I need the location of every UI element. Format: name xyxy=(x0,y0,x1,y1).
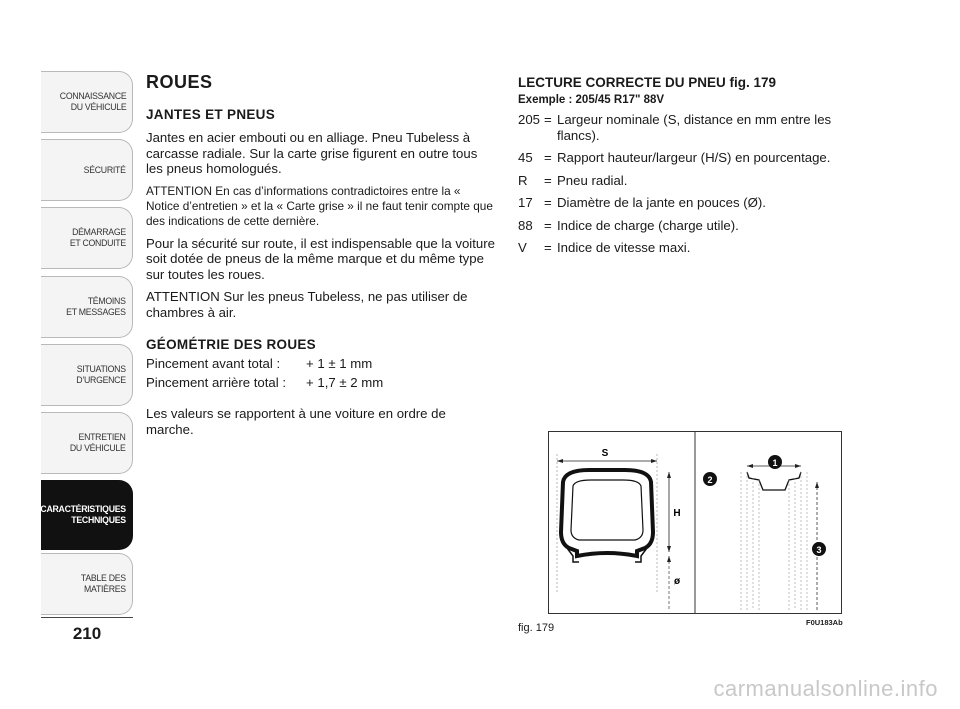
tire-code: 88 xyxy=(518,217,533,233)
tire-code-description: Largeur nominale (S, distance en mm entre les flancs). xyxy=(557,112,832,143)
equals-sign: = xyxy=(544,195,552,210)
tab-label: DÉMARRAGE ET CONDUITE xyxy=(69,227,126,249)
equals-sign: = xyxy=(544,172,552,188)
tire-code-row xyxy=(518,195,858,211)
tire-diagram-svg xyxy=(549,432,841,613)
paragraph-jantes: Jantes en acier embouti ou en alliage. Pneu Tubeless à carcasse radiale. Sur la carte grise figurent en outre tous les pneus homologués. xyxy=(146,130,478,176)
tire-code-row xyxy=(518,112,858,143)
tab-securite[interactable] xyxy=(41,139,133,201)
page-title: ROUES xyxy=(146,72,213,92)
geometry-row xyxy=(146,373,496,392)
tab-temoins-et-messages[interactable] xyxy=(41,276,133,338)
figure-reference: F0U183Ab xyxy=(806,618,843,627)
tab-table-des-matieres[interactable] xyxy=(41,553,133,615)
paragraph-attention-carte-grise: ATTENTION En cas d’informations contradictoires entre la « Notice d’entretien » et la « Carte grise » il ne faut tenir compte que des indications de cette dernière. xyxy=(146,183,493,228)
equals-sign: = xyxy=(544,217,552,233)
geometry-row xyxy=(146,354,496,373)
label-h: H xyxy=(673,508,681,519)
paragraph-securite-route: Pour la sécurité sur route, il est indispensable que la voiture soit dotée de pneus de la même marque et du même type sur toutes les roues. xyxy=(146,235,495,282)
geometry-label: Pincement arrière total : xyxy=(146,375,286,390)
tab-situations-d-urgence[interactable] xyxy=(41,344,133,406)
paragraph-ordre-de-marche: Les valeurs se rapportent à une voiture en ordre de marche. xyxy=(146,406,446,437)
tab-label: TABLE DES MATIÈRES xyxy=(81,573,126,595)
page-number: 210 xyxy=(72,624,102,643)
tire-code-description: Pneu radial. xyxy=(557,172,628,188)
tire-code-row xyxy=(518,150,858,166)
tab-caracteristiques-techniques[interactable] xyxy=(41,480,133,550)
rim-profile xyxy=(741,464,822,610)
tire-code: R xyxy=(518,172,528,188)
tab-label: CARACTÉRISTIQUES TECHNIQUES xyxy=(40,504,126,526)
left-column xyxy=(146,72,496,444)
tab-label: SÉCURITÉ xyxy=(84,164,126,176)
equals-sign: = xyxy=(544,112,552,127)
tire-diagram xyxy=(548,431,842,614)
label-diameter: ø xyxy=(673,576,681,587)
tire-code-description: Diamètre de la jante en pouces (Ø). xyxy=(557,195,766,210)
tire-code-description: Indice de charge (charge utile). xyxy=(557,217,739,233)
tab-demarrage-et-conduite[interactable] xyxy=(41,207,133,269)
tire-code: 45 xyxy=(518,150,533,165)
svg-text:3: 3 xyxy=(816,545,822,555)
paragraph-attention-tubeless: ATTENTION Sur les pneus Tubeless, ne pas utiliser de chambres à air. xyxy=(146,289,468,320)
equals-sign: = xyxy=(544,240,552,255)
equals-sign: = xyxy=(544,150,552,165)
label-s: S xyxy=(601,448,609,459)
figure-caption: fig. 179 xyxy=(518,622,555,634)
tire-example: Exemple : 205/45 R17" 88V xyxy=(518,94,665,106)
tab-connaissance-du-vehicule[interactable] xyxy=(41,71,133,133)
tire-code-row xyxy=(518,240,858,256)
section-heading-jantes: JANTES ET PNEUS xyxy=(146,107,276,122)
right-column xyxy=(518,75,858,263)
sidebar-divider xyxy=(41,617,133,618)
geometry-value: + 1,7 ± 2 mm xyxy=(306,375,384,390)
tire-code: 17 xyxy=(518,195,533,210)
tire-reading-heading: LECTURE CORRECTE DU PNEU fig. 179 xyxy=(518,75,777,90)
svg-text:2: 2 xyxy=(707,475,713,485)
watermark: carmanualsonline.info xyxy=(713,676,938,701)
tire-code-row xyxy=(518,218,858,234)
tab-label: TÉMOINS ET MESSAGES xyxy=(66,296,126,318)
tire-code: V xyxy=(518,240,527,255)
tire-inner xyxy=(571,480,643,540)
tire-code-description: Rapport hauteur/largeur (H/S) en pourcentage. xyxy=(557,150,831,165)
tab-label: ENTRETIEN DU VÉHICULE xyxy=(70,432,126,454)
geometry-label: Pincement avant total : xyxy=(146,356,281,371)
tire-code-row xyxy=(518,173,858,189)
svg-text:1: 1 xyxy=(772,458,778,468)
tab-label: CONNAISSANCE DU VÉHICULE xyxy=(59,91,126,113)
geometry-value: + 1 ± 1 mm xyxy=(306,356,373,371)
tab-label: SITUATIONS D’URGENCE xyxy=(76,364,126,386)
tab-entretien-du-vehicule[interactable] xyxy=(41,412,133,474)
tire-code: 205 xyxy=(518,112,541,127)
section-heading-geometrie: GÉOMÉTRIE DES ROUES xyxy=(146,337,316,352)
tire-code-description: Indice de vitesse maxi. xyxy=(557,240,691,255)
